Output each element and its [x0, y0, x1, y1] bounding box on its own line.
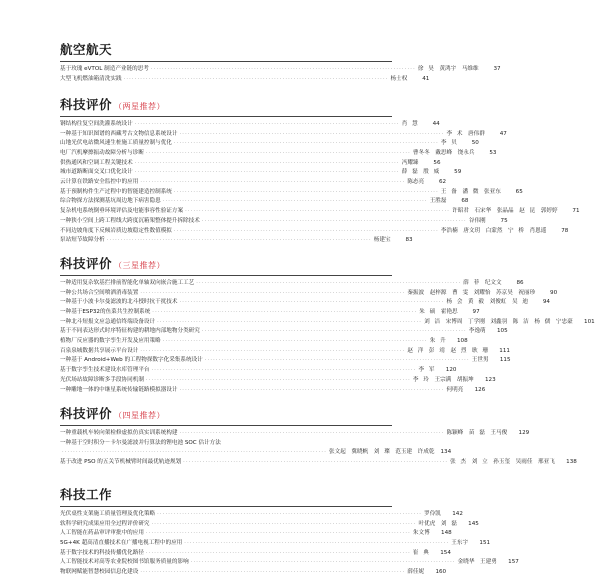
toc-entry[interactable]: 一种狭小空间上跨工程线大跨度沉箱架整体提升拆除技术 ······························································································· 谷伟刚 75: [60, 217, 508, 224]
section-divider: [60, 61, 392, 62]
toc-entry[interactable]: 不同边坡角度下反倾岩质边坡稳定性数值模拟 ······························································································· 李浩楠 唐文玥 白蒙然 宁 桥 肖恩遥 78: [60, 227, 569, 234]
section-title: 航空航天: [60, 42, 113, 57]
section-divider: [60, 506, 392, 507]
section-divider: [60, 425, 392, 426]
section-title: 科技评价 （三星推荐）: [60, 256, 166, 271]
section-title: 科技工作: [60, 487, 113, 502]
toc-entry[interactable]: 一种基于知识图谱的西藏考古文物信息系统设计 ······························································································· 李 术 唐伟群 47: [60, 130, 507, 137]
toc-entry[interactable]: 大型飞机燃油箱清洗实践 ······························································································· 杨士权 41: [60, 75, 430, 82]
toc-entry[interactable]: 钢结构往复空间洗灌系统设计 ······························································································· 肖 慧 44: [60, 120, 440, 127]
toc-entry[interactable]: 一种基于小波卡尔曼滤波的北斗授时抗干扰技术 ······························································································· 杨 会 黄 毅 刘俊虹 吴 迪 94: [60, 299, 550, 306]
toc-entry[interactable]: 基于预制构件生产过程中的智能建造控制系统 ······························································································· 王 备 潘 微 张亚东 65: [60, 188, 523, 195]
toc-entry[interactable]: 一种公共场合空间喷洒消毒装置 ······························································································· 秦振波 赵梓源 曹 雯 刘耀怡 苏京昊 祝丽珍 90: [60, 289, 558, 296]
section-aerospace: [60, 40, 501, 84]
toc-entry[interactable]: 城市道路断面交叉口优化设计 ······························································································· 薛 磊 殷 威 59: [60, 169, 462, 176]
toc-entry[interactable]: 物联网赋能智慧校园信息化建设 ······························································································· 薛佳妮 160: [60, 569, 447, 576]
toc-entry[interactable]: 基于不同表达形式时序特征构建的耕地内部地物分类研究 ······························································································· 李逸萌 105: [60, 328, 508, 335]
toc-entry[interactable]: 一种基于 Android+Web 的工程物探数字化采集系统设计 ······························································································· 王世男 115: [60, 357, 511, 364]
toc-entry[interactable]: 电厂汽机摩擦振动故障分析与诊断 ······························································································· 曹冬冬 戴思峰 饶永兵 53: [60, 150, 497, 157]
toc-entry[interactable]: 植物厂反应器的数字孪生开发及应用策略 ······························································································· 朱 升 108: [60, 338, 468, 345]
toc-entry[interactable]: 人工智能技术对高等农业院校图书馆服务质量的影响 ······························································································· 金晓华 王建勇 157: [60, 559, 519, 566]
toc-entry[interactable]: 百泉泉城数据共享展示平台设计 ······························································································· 赵 洋 彭 靖 赵 烈 耿 珊 111: [60, 347, 510, 354]
toc-entry[interactable]: 一种雕地一体的中继星系统传输链路模拟器设计 ······························································································· 何明亮 126: [60, 386, 486, 393]
toc-entry[interactable]: 基于数字技术的科技传播优化路径 ······························································································· 崔 典 154: [60, 549, 451, 556]
section-evaluation-two-star: [60, 95, 580, 246]
toc-entry[interactable]: 复杂机电系统倒垂环境评估及电能事容性验证方案 ······························································································· 许昭君 石宋华 张晶晶 赵 昆 郭婷婷 71: [60, 208, 580, 215]
toc-entry[interactable]: 供热通风和空调工程关键技术 ······························································································· 冯耀臻 56: [60, 159, 441, 166]
section-science-work: [60, 485, 519, 578]
toc-entry[interactable]: 一种基于空时积分－卡尔曼滤波并行算法的锂电池 SOC 估计方法 ······························································································· 张文起 冀晓帆 刘 璨 范玉建 许成乾 134: [60, 439, 452, 456]
section-divider: [60, 275, 392, 276]
toc-entry[interactable]: 基于数字孪生技术建设水库管理平台 ······························································································· 李 军 120: [60, 367, 457, 374]
section-evaluation-four-star: [60, 404, 577, 468]
toc-entry[interactable]: 光伏桌性支架施工质量管理及优化策略 ······························································································· 罗伶凯 142: [60, 510, 463, 517]
toc-entry[interactable]: 人工智能在药品审评审批中的应用 ······························································································· 朱文博 148: [60, 530, 452, 537]
toc-entry[interactable]: 泵站短节故障分析 ······························································································· 杨建宝 83: [60, 237, 413, 244]
toc-entry[interactable]: 一种基于ESP32的鱼菜共生控制系统 ······························································································· 朱 硕 霍艳思 97: [60, 309, 480, 316]
toc-entry[interactable]: 一种适用复杂软基拦排前智能化单轴双向嵌合施工工艺 ······························································································· 薛 菲 纪文文 86: [60, 279, 524, 286]
toc-entry[interactable]: 光伏场站故障诊断多手段协同机制 ······························································································· 李 玲 王宗满 胡振坤 123: [60, 376, 496, 383]
toc-entry[interactable]: 基于改进 PSO 的五关节机械臂时间最优轨迹规划 ······························································································· 张 杰 刘 立 孙玉玺 吴雨佳 邢亚飞 138: [60, 459, 577, 466]
section-divider: [60, 116, 392, 117]
toc-entry[interactable]: 一种北斗短报文应急通信终端设备设计 ······························································································· 刘 洁 宋博周 丁学刚 刘鑫羽 陈 洁 杨 儒 宁忠豪 101: [60, 318, 595, 325]
toc-entry[interactable]: 云计算在铁路安全监控中的应用 ······························································································· 陈态亮 62: [60, 179, 447, 186]
toc-entry[interactable]: 综合物探方法探测基坑周边地下病害隐患 ······························································································· 王胜磊 68: [60, 198, 469, 205]
section-evaluation-three-star: [60, 254, 595, 395]
section-title: 科技评价 （两星推荐）: [60, 97, 166, 112]
toc-entry[interactable]: 软科学研究成果应用全过程评价研究 ······························································································· 叶优虎 刘 磊 145: [60, 520, 479, 527]
section-title: 科技评价 （四星推荐）: [60, 406, 166, 421]
toc-entry[interactable]: 基于玫瑰 eVTOL 制造产业链的思考 ······························································································· 徐 昊 黄鸿宇 马维维 37: [60, 65, 501, 72]
toc-entry[interactable]: 山地光伏电站微风速生桩施工质量控制与优化 ······························································································· 李 贝 50: [60, 140, 479, 147]
toc-entry[interactable]: 一种重载机车转向架检修虚拟仿真实训系统构建 ······························································································· 陈颖峰 苗 磊 王马俊 129: [60, 429, 530, 436]
toc-entry[interactable]: 5G+4K 超高清直播技术在广播电视工程中的应用 ······························································································· 王东宇 151: [60, 540, 491, 547]
